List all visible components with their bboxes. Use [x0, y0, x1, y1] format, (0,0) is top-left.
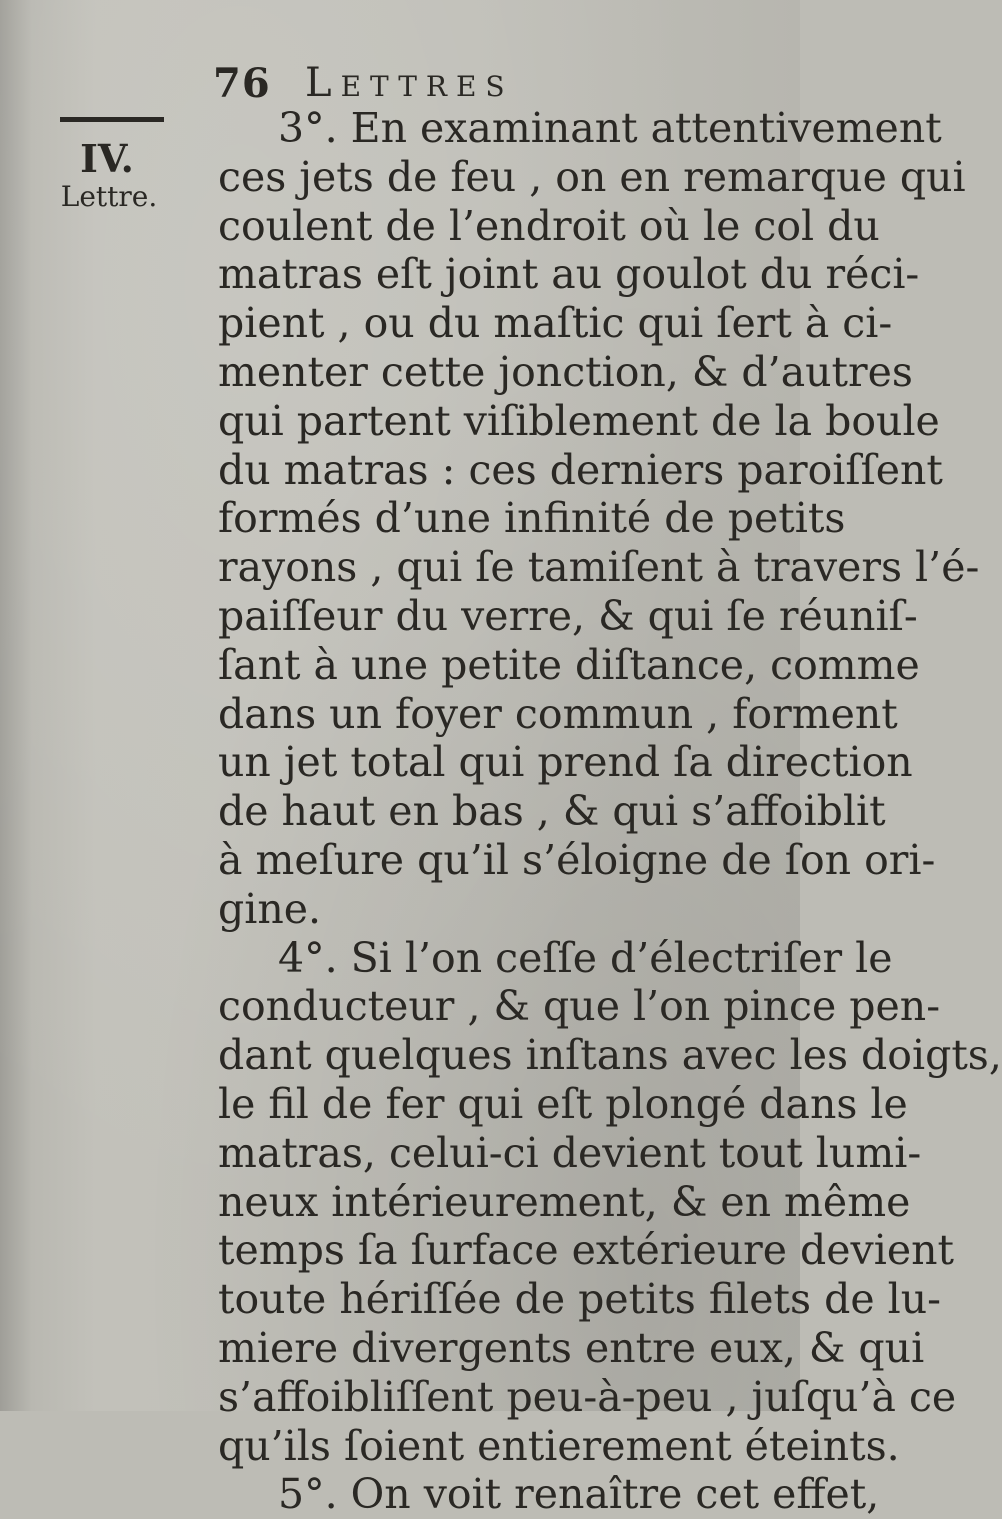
- text-line: dant quelques inſtans avec les doigts,: [218, 1031, 1002, 1080]
- text-line: gine.: [218, 884, 322, 933]
- text-line: s’affoibliſſent peu-à-peu , juſqu’à ce: [218, 1372, 957, 1421]
- text-line: conducteur , & que l’on pince pen-: [218, 982, 941, 1031]
- text-line: temps ſa ſurface extérieure devient: [218, 1226, 954, 1275]
- margin-note-number: IV.: [80, 136, 134, 181]
- text-line: toute hériſſée de petits filets de lu-: [218, 1275, 942, 1324]
- text-line: paiſſeur du verre, & qui ſe réuniſ-: [218, 591, 918, 640]
- text-line: 3°. En examinant attentivement: [278, 104, 942, 152]
- text-line: de haut en bas , & qui s’affoiblit: [218, 787, 886, 836]
- text-line: dans un foyer commun , forment: [218, 689, 898, 738]
- margin-note-label: Lettre.: [60, 180, 158, 213]
- text-line: pient , ou du maſtic qui ſert à ci-: [218, 299, 893, 348]
- text-line: le fil de fer qui eſt plongé dans le: [218, 1079, 908, 1128]
- text-line: du matras : ces derniers paroiſſent: [218, 445, 943, 494]
- page-header: [213, 60, 713, 110]
- text-line: 4°. Si l’on ceſſe d’électriſer le: [278, 933, 893, 982]
- text-line: neux intérieurement, & en même: [218, 1177, 911, 1226]
- text-line: coulent de l’endroit où le col du: [218, 201, 880, 250]
- body-text: [218, 104, 1002, 1519]
- text-line: un jet total qui prend ſa direction: [218, 738, 913, 787]
- text-line: rayons , qui ſe tamiſent à travers l’é-: [218, 543, 980, 592]
- text-line: ces jets de feu , on en remarque qui: [218, 152, 966, 201]
- page-number: 76: [213, 60, 271, 107]
- text-line: qui partent viſiblement de la boule: [218, 396, 940, 445]
- margin-note: [52, 136, 162, 216]
- text-line: matras eſt joint au goulot du réci-: [218, 250, 920, 299]
- text-line: matras, celui-ci devient tout lumi-: [218, 1128, 922, 1177]
- text-line: miere divergents entre eux, & qui: [218, 1323, 925, 1372]
- margin-rule: [60, 117, 164, 122]
- running-head: Lettres: [305, 60, 514, 106]
- text-line: qu’ils ſoient entierement éteints.: [218, 1421, 900, 1470]
- text-line: 5°. On voit renaître cet effet,: [278, 1470, 880, 1519]
- text-line: menter cette jonction, & d’autres: [218, 347, 913, 396]
- text-line: ſant à une petite diſtance, comme: [218, 640, 920, 689]
- text-line: à meſure qu’il s’éloigne de ſon ori-: [218, 835, 936, 884]
- text-line: formés d’une infinité de petits: [218, 494, 846, 543]
